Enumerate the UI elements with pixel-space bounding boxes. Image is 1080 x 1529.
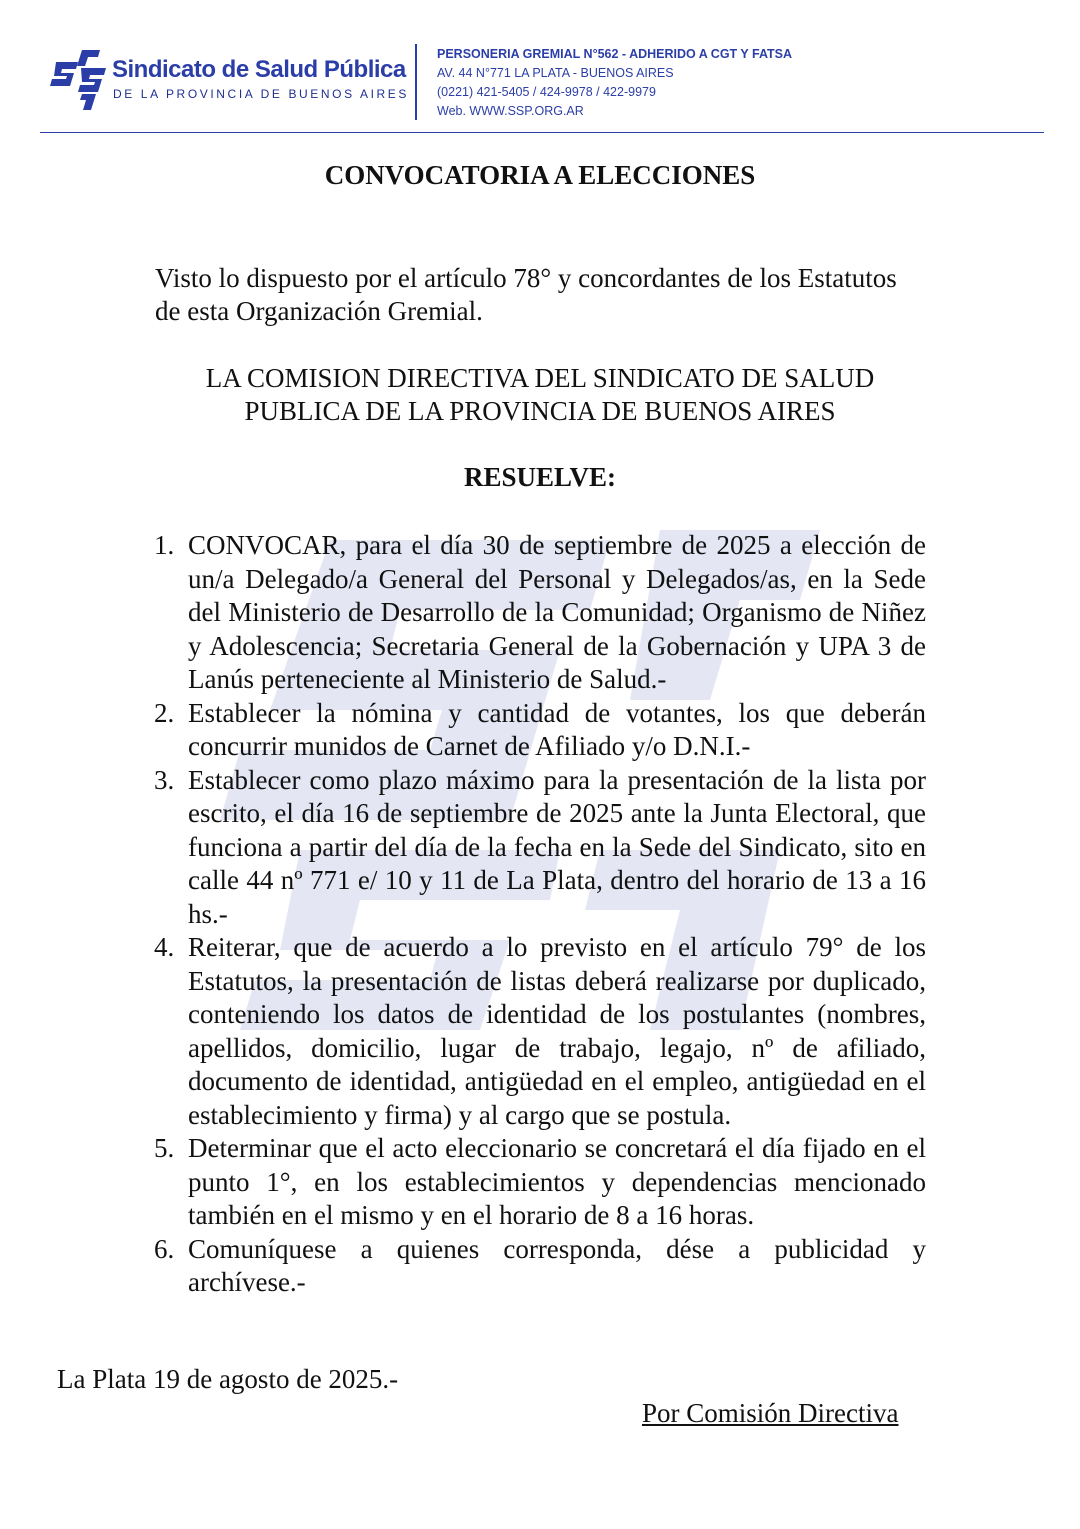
list-item — [150, 697, 926, 764]
document-title: CONVOCATORIA A ELECCIONES — [324, 160, 756, 190]
resuelve-heading: RESUELVE: — [463, 462, 617, 492]
contact-block — [437, 45, 792, 121]
contact-personeria: PERSONERIA GREMIAL N°562 - ADHERIDO A CGT Y FATSA — [437, 47, 793, 61]
list-item — [150, 931, 926, 1132]
item-number: 1. — [154, 530, 175, 560]
org-subtitle: DE LA PROVINCIA DE BUENOS AIRES — [113, 87, 410, 101]
visto-paragraph: Visto lo dispuesto por el artículo 78° y concordantes de los Estatutos de esta Organización Gremial. — [155, 263, 897, 326]
item-number: 5. — [154, 1133, 175, 1163]
item-number: 4. — [154, 932, 175, 962]
list-item — [150, 1233, 926, 1300]
org-name: Sindicato de Salud Pública — [112, 56, 406, 83]
signature-line: Por Comisión Directiva — [642, 1398, 899, 1428]
item-text: CONVOCAR, para el día 30 de septiembre de 2025 a elección de un/a Delegado/a General del Personal y Delegados/as, en la Sede del Ministerio de Desarrollo de la Comunidad; Organismo de Niñez y Adolescencia; Secretaria General de la Gobernación y UPA 3 de Lanús perteneciente al Ministerio de Salud.- — [188, 530, 926, 694]
header-divider — [415, 44, 417, 120]
item-text: Establecer como plazo máximo para la presentación de la lista por escrito, el día 16 de septiembre de 2025 ante la Junta Electoral, que funciona a partir del día de la fecha en la Sede del Sindicato, sito en calle 44 nº 771 e/ 10 y 11 de La Plata, dentro del horario de 13 a 16 hs.- — [188, 764, 926, 929]
contact-phones: (0221) 421-5405 / 424-9978 / 422-9979 — [437, 85, 656, 99]
item-number: 2. — [154, 697, 175, 728]
list-item — [150, 529, 926, 697]
header-rule — [40, 132, 1044, 133]
ssp-logo-icon — [48, 48, 108, 112]
document-date: La Plata 19 de agosto de 2025.- — [57, 1364, 399, 1394]
comision-heading: LA COMISION DIRECTIVA DEL SINDICATO DE SALUD PUBLICA DE LA PROVINCIA DE BUENOS AIRES — [205, 363, 875, 426]
item-text: Determinar que el acto eleccionario se concretará el día fijado en el punto 1°, en los establecimientos y dependencias mencionado también en el mismo y en el horario de 8 a 16 horas. — [188, 1133, 926, 1230]
item-number: 3. — [154, 764, 175, 795]
list-item — [150, 764, 926, 932]
item-number: 6. — [154, 1233, 175, 1264]
contact-web: Web. WWW.SSP.ORG.AR — [437, 104, 584, 118]
list-item — [150, 1132, 926, 1233]
contact-address: AV. 44 N°771 LA PLATA - BUENOS AIRES — [437, 66, 674, 80]
item-text: Reiterar, que de acuerdo a lo previsto en el artículo 79° de los Estatutos, la presentación de listas deberá realizarse por duplicado, conteniendo los datos de identidad de los postulantes (nombres, apellidos, domicilio, lugar de trabajo, legajo, nº de afiliado, documento de identidad, antigüedad en el empleo, antigüedad en el establecimiento y firma) y al cargo que se postula. — [188, 932, 926, 1130]
item-text: Establecer la nómina y cantidad de votantes, los que deberán concurrir munidos de Carnet de Afiliado y/o D.N.I.- — [188, 697, 926, 761]
resolution-list — [150, 529, 926, 1300]
item-text: Comuníquese a quienes corresponda, dése a publicidad y archívese.- — [188, 1233, 926, 1297]
